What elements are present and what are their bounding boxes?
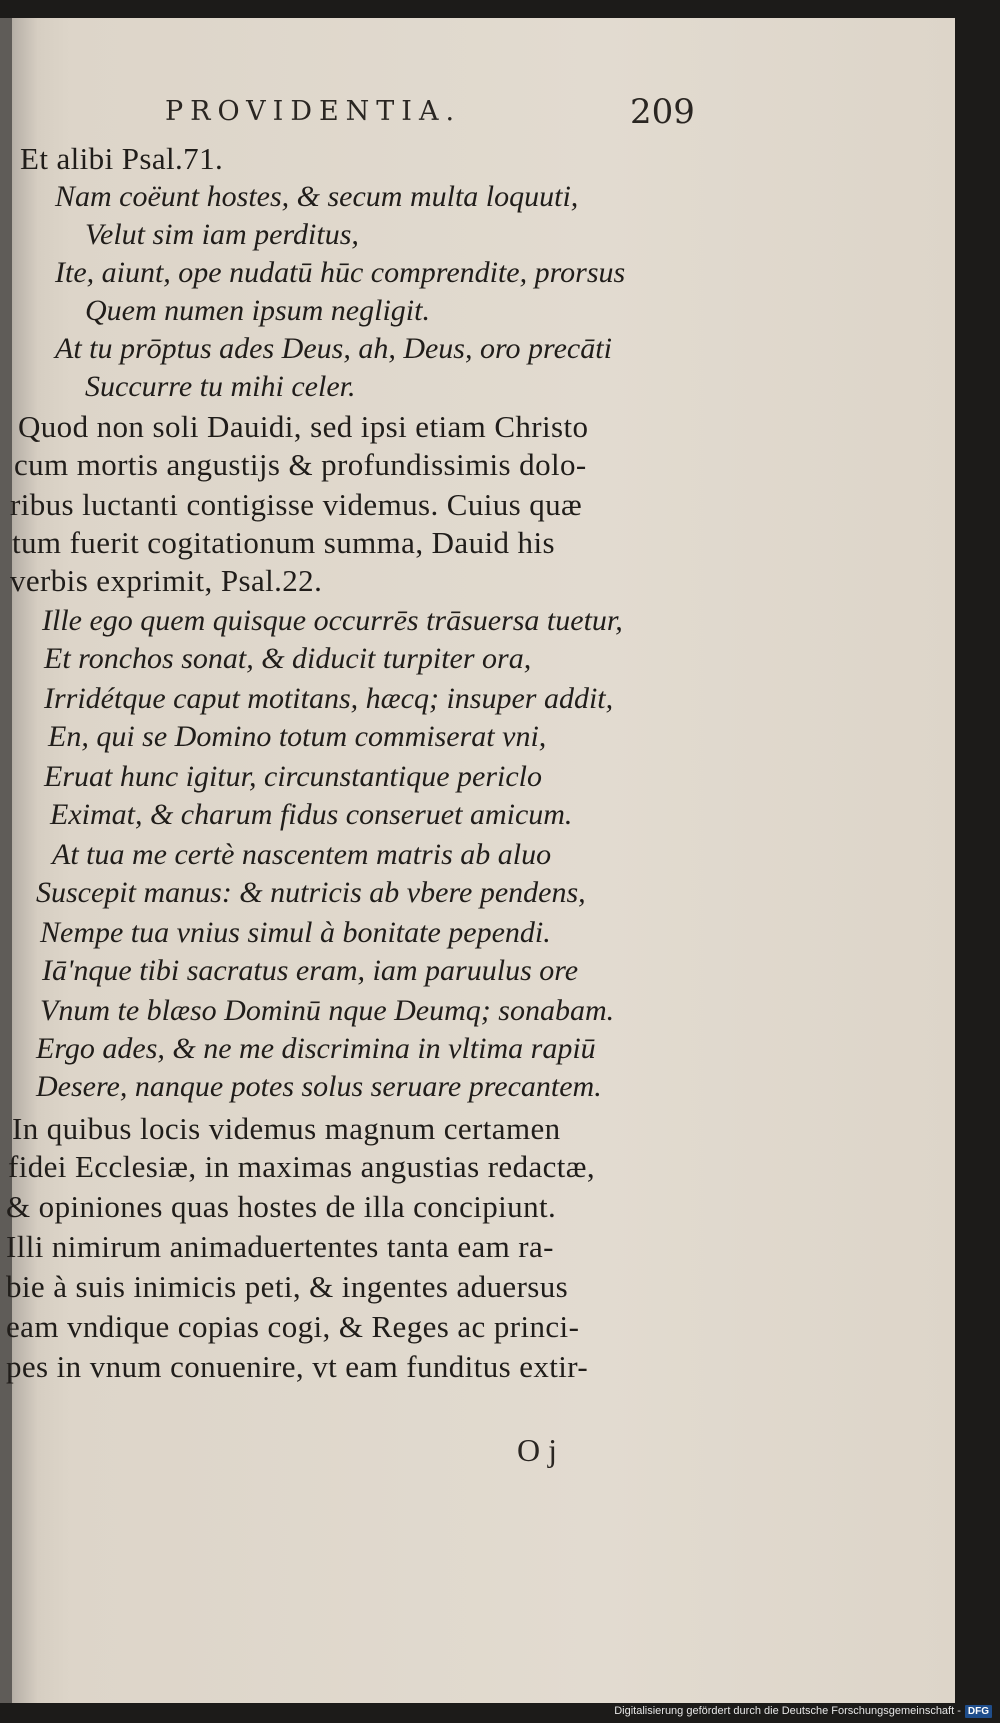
verse-line: Vnum te blæso Dominū nque Deumq; sonabam.: [40, 994, 615, 1027]
page-binding-edge: [0, 18, 12, 1703]
signature-mark: O j: [517, 1432, 557, 1468]
verse-line: Ite, aiunt, ope nudatū hūc comprendite, prorsus: [55, 256, 626, 289]
dfg-logo: DFG: [965, 1705, 992, 1718]
page-number: 209: [630, 92, 695, 132]
text-line: Quod non soli Dauidi, sed ipsi etiam Christo: [18, 409, 589, 444]
verse-line: At tua me certè nascentem matris ab aluo: [52, 838, 552, 871]
text-line: tum fuerit cogitationum summa, Dauid his: [12, 525, 555, 560]
verse-line: Succurre tu mihi celer.: [85, 370, 356, 403]
digitization-footer: [614, 1703, 992, 1719]
verse-line: En, qui se Domino totum commiserat vni,: [48, 720, 547, 753]
footer-text: Digitalisierung gefördert durch die Deutsche Forschungsgemeinschaft -: [614, 1705, 961, 1717]
verse-line: Irridétque caput motitans, hæcq; insuper addit,: [44, 682, 614, 715]
text-line: bie à suis inimicis peti, & ingentes aduersus: [6, 1269, 569, 1304]
text-line: ribus luctanti contigisse videmus. Cuius quæ: [10, 487, 583, 522]
text-line: cum mortis angustijs & profundissimis dolo-: [14, 447, 587, 482]
verse-line: Eruat hunc igitur, circunstantique periclo: [44, 760, 543, 793]
verse-line: Ille ego quem quisque occurrēs trāsuersa tuetur,: [42, 604, 623, 637]
text-line: Illi nimirum animaduertentes tanta eam ra-: [6, 1229, 554, 1264]
running-head: PROVIDENTIA.: [165, 96, 462, 127]
text-line: fidei Ecclesiæ, in maximas angustias redactæ,: [8, 1149, 596, 1184]
text-line: Et alibi Psal.71.: [20, 141, 224, 176]
verse-line: At tu prōptus ades Deus, ah, Deus, oro precāti: [55, 332, 612, 365]
verse-line: Nempe tua vnius simul à bonitate pependi.: [40, 916, 551, 949]
text-line: In quibus locis videmus magnum certamen: [12, 1111, 561, 1146]
verse-line: Quem numen ipsum negligit.: [85, 294, 430, 327]
verse-line: Desere, nanque potes solus seruare precantem.: [36, 1070, 602, 1103]
verse-line: Suscepit manus: & nutricis ab vbere pendens,: [36, 876, 586, 909]
text-line: eam vndique copias cogi, & Reges ac princi-: [6, 1309, 580, 1344]
verse-line: Velut sim iam perditus,: [85, 218, 359, 251]
verse-line: Iā'nque tibi sacratus eram, iam paruulus ore: [42, 954, 579, 987]
verse-line: Ergo ades, & ne me discrimina in vltima rapiū: [36, 1032, 596, 1065]
text-line: pes in vnum conuenire, vt eam funditus extir-: [6, 1349, 589, 1384]
text-line: & opiniones quas hostes de illa concipiunt.: [6, 1189, 557, 1224]
verse-line: Et ronchos sonat, & diducit turpiter ora,: [44, 642, 532, 675]
verse-line: Nam coëunt hostes, & secum multa loquuti,: [55, 180, 579, 213]
text-line: verbis exprimit, Psal.22.: [10, 563, 323, 598]
verse-line: Eximat, & charum fidus conseruet amicum.: [50, 798, 573, 831]
